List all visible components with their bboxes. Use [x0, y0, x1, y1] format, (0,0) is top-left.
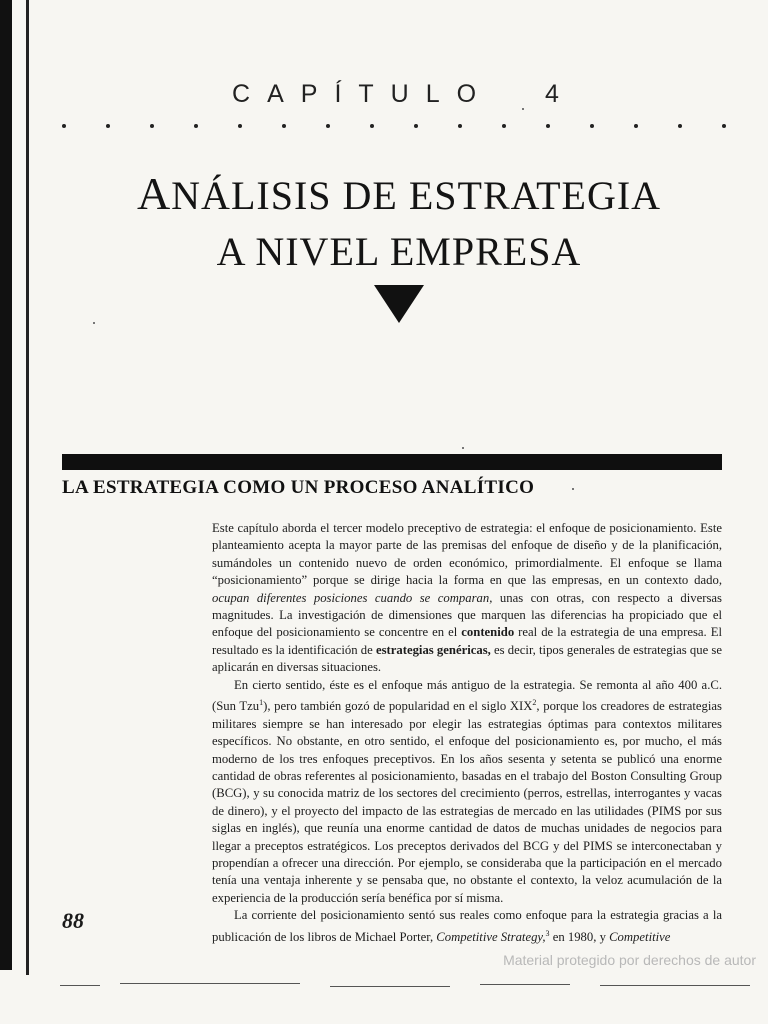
chapter-title — [0, 166, 768, 280]
paragraph-2 — [212, 677, 722, 908]
paragraph-1 — [212, 520, 722, 677]
body-text — [212, 520, 722, 946]
scan-speck — [572, 488, 574, 490]
section-rule — [62, 454, 722, 470]
page-number: 88 — [62, 908, 84, 933]
divider-dot — [282, 124, 286, 128]
dot-divider — [62, 120, 752, 132]
p2-text: ), pero también gozó de popularidad en el siglo XIX — [263, 699, 533, 714]
divider-dot — [370, 124, 374, 128]
divider-dot — [106, 124, 110, 128]
divider-dot — [546, 124, 550, 128]
divider-dot — [502, 124, 506, 128]
divider-dot — [634, 124, 638, 128]
divider-dot — [590, 124, 594, 128]
p1-bold: contenido — [461, 625, 515, 640]
chapter-title-initial: A — [136, 168, 172, 219]
chapter-label — [0, 80, 768, 109]
p1-italic: ocupan diferentes posiciones cuando se comparan, — [212, 590, 493, 605]
chapter-title-line2: A NIVEL EMPRESA — [216, 229, 582, 274]
p1-text: real de la estrategia de una empresa. El resultado es la identificación de — [212, 625, 722, 657]
p1-text: es decir, tipos generales de estrategias que se aplicarán en diversas situaciones. — [212, 642, 722, 675]
copyright-watermark: Material protegido por derechos de autor — [503, 952, 756, 968]
p1-text: Este capítulo aborda el tercer modelo preceptivo de estrategia: el enfoque de posicionamiento. Este planteamiento acepta la mayor parte de las premisas del enfoque de diseño y de la planificación, sumándoles un contenido nuevo de orden económico, primordialmente. El enfoque se llama “posicionamiento” porque se dirige hacia la forma en que las empresas, en un contexto dado, — [212, 521, 722, 588]
scan-speck — [93, 322, 95, 324]
p3-italic: Competitive — [609, 929, 671, 944]
p2-text: En cierto sentido, éste es el enfoque más antiguo de la estrategia. Se remonta al año 400 a.C. (Sun Tzu — [212, 677, 722, 714]
scan-artifact — [120, 983, 300, 984]
p3-text: La corriente del posicionamiento sentó sus reales como enfoque para la estrategia gracias a la publicación de los libros de Michael Porter, — [212, 908, 722, 944]
divider-dot — [458, 124, 462, 128]
divider-dot — [194, 124, 198, 128]
divider-dot — [238, 124, 242, 128]
p2-text: , porque los creadores de estrategias militares siempre se han interesado por elegir las estrategias óptimas para contextos militares específicos. No obstante, en otro sentido, el enfoque del posicionamiento es, por mucho, el más moderno de los tres enfoques preceptivos. En los años sesenta y setenta se publicó una enorme cantidad de obras referentes al posicionamiento, basadas en el trabajo del Boston Consulting Group (BCG), y su conocida matriz de los sectores del crecimiento (perros, estrellas, interrogantes y vacas de dinero), y el proyecto del impacto de las estrategias de mercado en las utilidades (PIMS por sus siglas en inglés), que reunía una enorme cantidad de datos de muchas unidades de negocios para llegar a preceptos estratégicos. Los preceptos derivados del BCG y del PIMS se interconectaban y propendían a ofrecer una dirección. Por ejemplo, se consideraba que la participación en el mercado tenía una ventaja inherente y se pensaba que, no obstante el contexto, la veloz acumulación de la experiencia de la producción sería benéfica por sí misma. — [212, 699, 722, 905]
chapter-title-line1 — [0, 166, 768, 224]
divider-dot — [414, 124, 418, 128]
scan-artifact — [330, 986, 450, 987]
scan-speck — [462, 447, 464, 449]
divider-dot — [326, 124, 330, 128]
scan-edge-line — [26, 0, 29, 975]
divider-dot — [678, 124, 682, 128]
chapter-title-rest: NÁLISIS DE ESTRATEGIA — [171, 173, 662, 218]
footnote-marker: 2 — [532, 698, 537, 708]
scan-artifact — [600, 985, 750, 986]
scan-edge-bar — [0, 0, 12, 970]
divider-dot — [150, 124, 154, 128]
down-triangle-icon — [374, 285, 424, 323]
paragraph-3 — [212, 907, 722, 946]
footnote-marker: 1 — [259, 698, 264, 708]
scan-artifact — [480, 984, 570, 985]
divider-dot — [62, 124, 66, 128]
chapter-number: 4 — [545, 80, 576, 108]
scan-artifact — [60, 985, 100, 986]
p3-italic: Competitive Strategy, — [436, 929, 546, 944]
chapter-word: CAPÍTULO — [232, 80, 494, 108]
p1-text: unas con otras, con respecto a diversas magnitudes. La investigación de dimensiones que marquen las diferencias ha propiciado que el enfoque del posicionamiento se concentre en el — [212, 590, 722, 640]
divider-dot — [722, 124, 726, 128]
scan-speck — [522, 108, 524, 110]
footnote-marker: 3 — [545, 928, 550, 938]
p1-bold: estrategias genéricas, — [375, 642, 491, 657]
section-title: LA ESTRATEGIA COMO UN PROCESO ANALÍTICO — [62, 477, 535, 498]
p3-text: en 1980, y — [549, 929, 610, 944]
